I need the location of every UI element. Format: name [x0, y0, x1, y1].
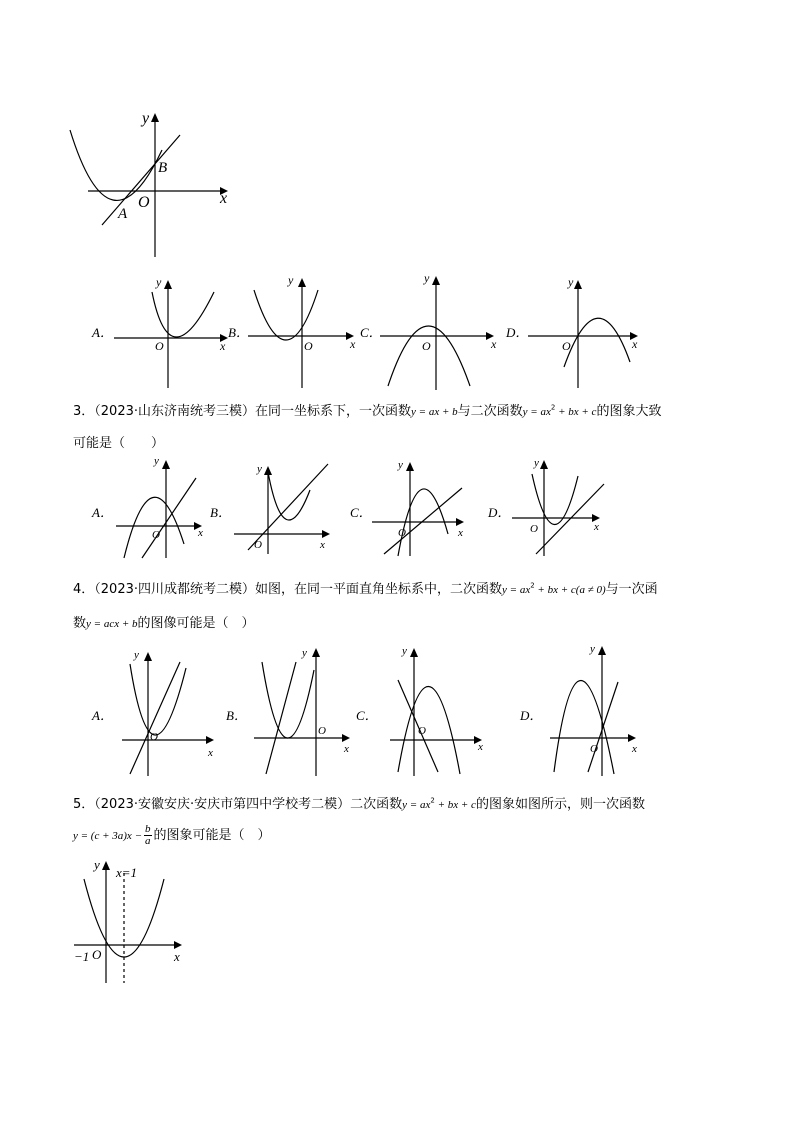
q5-figure: [72, 855, 192, 985]
svg-text:y: y: [398, 459, 403, 471]
svg-text:x=1: x=1: [116, 865, 138, 880]
q3-option-c-label[interactable]: C．: [350, 505, 372, 520]
parabola: [70, 130, 162, 200]
q4-graph-c[interactable]: [386, 640, 492, 780]
svg-text:x: x: [208, 747, 213, 759]
q4-graph-b[interactable]: [252, 640, 362, 780]
q3-stem-line1: 3．（2023·山东济南统考三模）在同一坐标系下，一次函数y = ax + b与二次函数$y = ax^2$ + bx + c的图象大致: [73, 403, 662, 419]
point-b-label: B: [158, 160, 168, 176]
q2-graph-d[interactable]: [526, 272, 646, 392]
q4-option-a-label[interactable]: A．: [92, 708, 113, 723]
svg-text:y: y: [568, 275, 574, 289]
q2-graph-b[interactable]: [246, 270, 366, 390]
q2-option-c-label[interactable]: C．: [360, 325, 382, 340]
svg-text:−1: −1: [74, 949, 90, 964]
q3-option-d-label[interactable]: D．: [488, 505, 511, 520]
svg-text:O: O: [562, 339, 571, 353]
q4-stem-line1: 4．（2023·四川成都统考二模）如图，在同一平面直角坐标系中，二次函数$y = ax^2$ + bx + c(a ≠ 0)与一次函: [73, 581, 658, 597]
svg-text:x: x: [632, 337, 638, 351]
svg-text:y: y: [94, 857, 100, 872]
svg-text:O: O: [155, 339, 164, 353]
q2-option-b-label[interactable]: B．: [228, 325, 249, 340]
q3-graph-c[interactable]: [370, 454, 480, 564]
svg-text:y: y: [424, 271, 430, 285]
svg-text:O: O: [304, 339, 313, 353]
q3-graph-a[interactable]: [114, 454, 214, 564]
svg-text:O: O: [418, 725, 426, 737]
svg-text:y: y: [257, 463, 262, 475]
svg-text:x: x: [458, 527, 463, 539]
q4-graph-a[interactable]: [120, 644, 220, 780]
q3-option-a-label[interactable]: A．: [92, 505, 113, 520]
svg-text:x: x: [220, 339, 226, 353]
q4-graph-d[interactable]: [548, 638, 648, 780]
svg-text:x: x: [491, 337, 497, 351]
svg-text:x: x: [594, 521, 599, 533]
q3-stem-line2: 可能是（ ）: [73, 436, 165, 451]
svg-text:O: O: [398, 527, 406, 539]
q4-option-b-label[interactable]: B．: [226, 708, 247, 723]
svg-text:y: y: [134, 649, 139, 661]
svg-text:y: y: [302, 647, 307, 659]
svg-text:x: x: [478, 741, 483, 753]
top-figure: [70, 105, 250, 265]
q2-graph-a[interactable]: [112, 272, 232, 392]
origin-label: O: [138, 194, 150, 211]
q2-option-d-label[interactable]: D．: [506, 325, 529, 340]
line: [102, 135, 180, 225]
q3-graph-b[interactable]: [232, 458, 342, 558]
svg-text:O: O: [152, 529, 160, 541]
x-label: x: [220, 190, 228, 207]
svg-text:O: O: [150, 731, 158, 743]
q3-option-b-label[interactable]: B．: [210, 505, 231, 520]
svg-text:O: O: [590, 743, 598, 755]
svg-text:y: y: [288, 273, 294, 287]
point-a-label: A: [118, 206, 128, 222]
q4-option-d-label[interactable]: D．: [520, 708, 543, 723]
svg-text:x: x: [350, 337, 356, 351]
q2-option-a-label[interactable]: A．: [92, 325, 113, 340]
svg-text:x: x: [198, 527, 203, 539]
q3-graph-d[interactable]: [508, 454, 608, 564]
svg-text:O: O: [530, 523, 538, 535]
svg-text:y: y: [154, 455, 159, 467]
svg-text:x: x: [320, 539, 325, 551]
q2-graph-c[interactable]: [378, 266, 508, 394]
svg-text:y: y: [156, 275, 162, 289]
svg-text:x: x: [344, 743, 349, 755]
svg-text:y: y: [534, 457, 539, 469]
svg-text:O: O: [422, 339, 431, 353]
y-label: y: [142, 110, 150, 127]
svg-text:x: x: [174, 949, 180, 964]
svg-text:y: y: [590, 643, 595, 655]
svg-text:x: x: [632, 743, 637, 755]
q5-stem-line1: 5．（2023·安徽安庆·安庆市第四中学校考二模）二次函数$y = ax^2$ + bx + c的图象如图所示，则一次函数: [73, 796, 645, 812]
svg-text:y: y: [402, 645, 407, 657]
svg-text:O: O: [92, 947, 102, 962]
q4-stem-line2: 数y = acx + b的图像可能是（ ）: [73, 616, 255, 631]
q5-stem-line2: y = (c + 3a)x − $\frac{b}{a}$ 的图象可能是（ ）: [73, 823, 271, 847]
svg-text:O: O: [318, 725, 326, 737]
svg-text:O: O: [254, 539, 262, 551]
q4-option-c-label[interactable]: C．: [356, 708, 378, 723]
